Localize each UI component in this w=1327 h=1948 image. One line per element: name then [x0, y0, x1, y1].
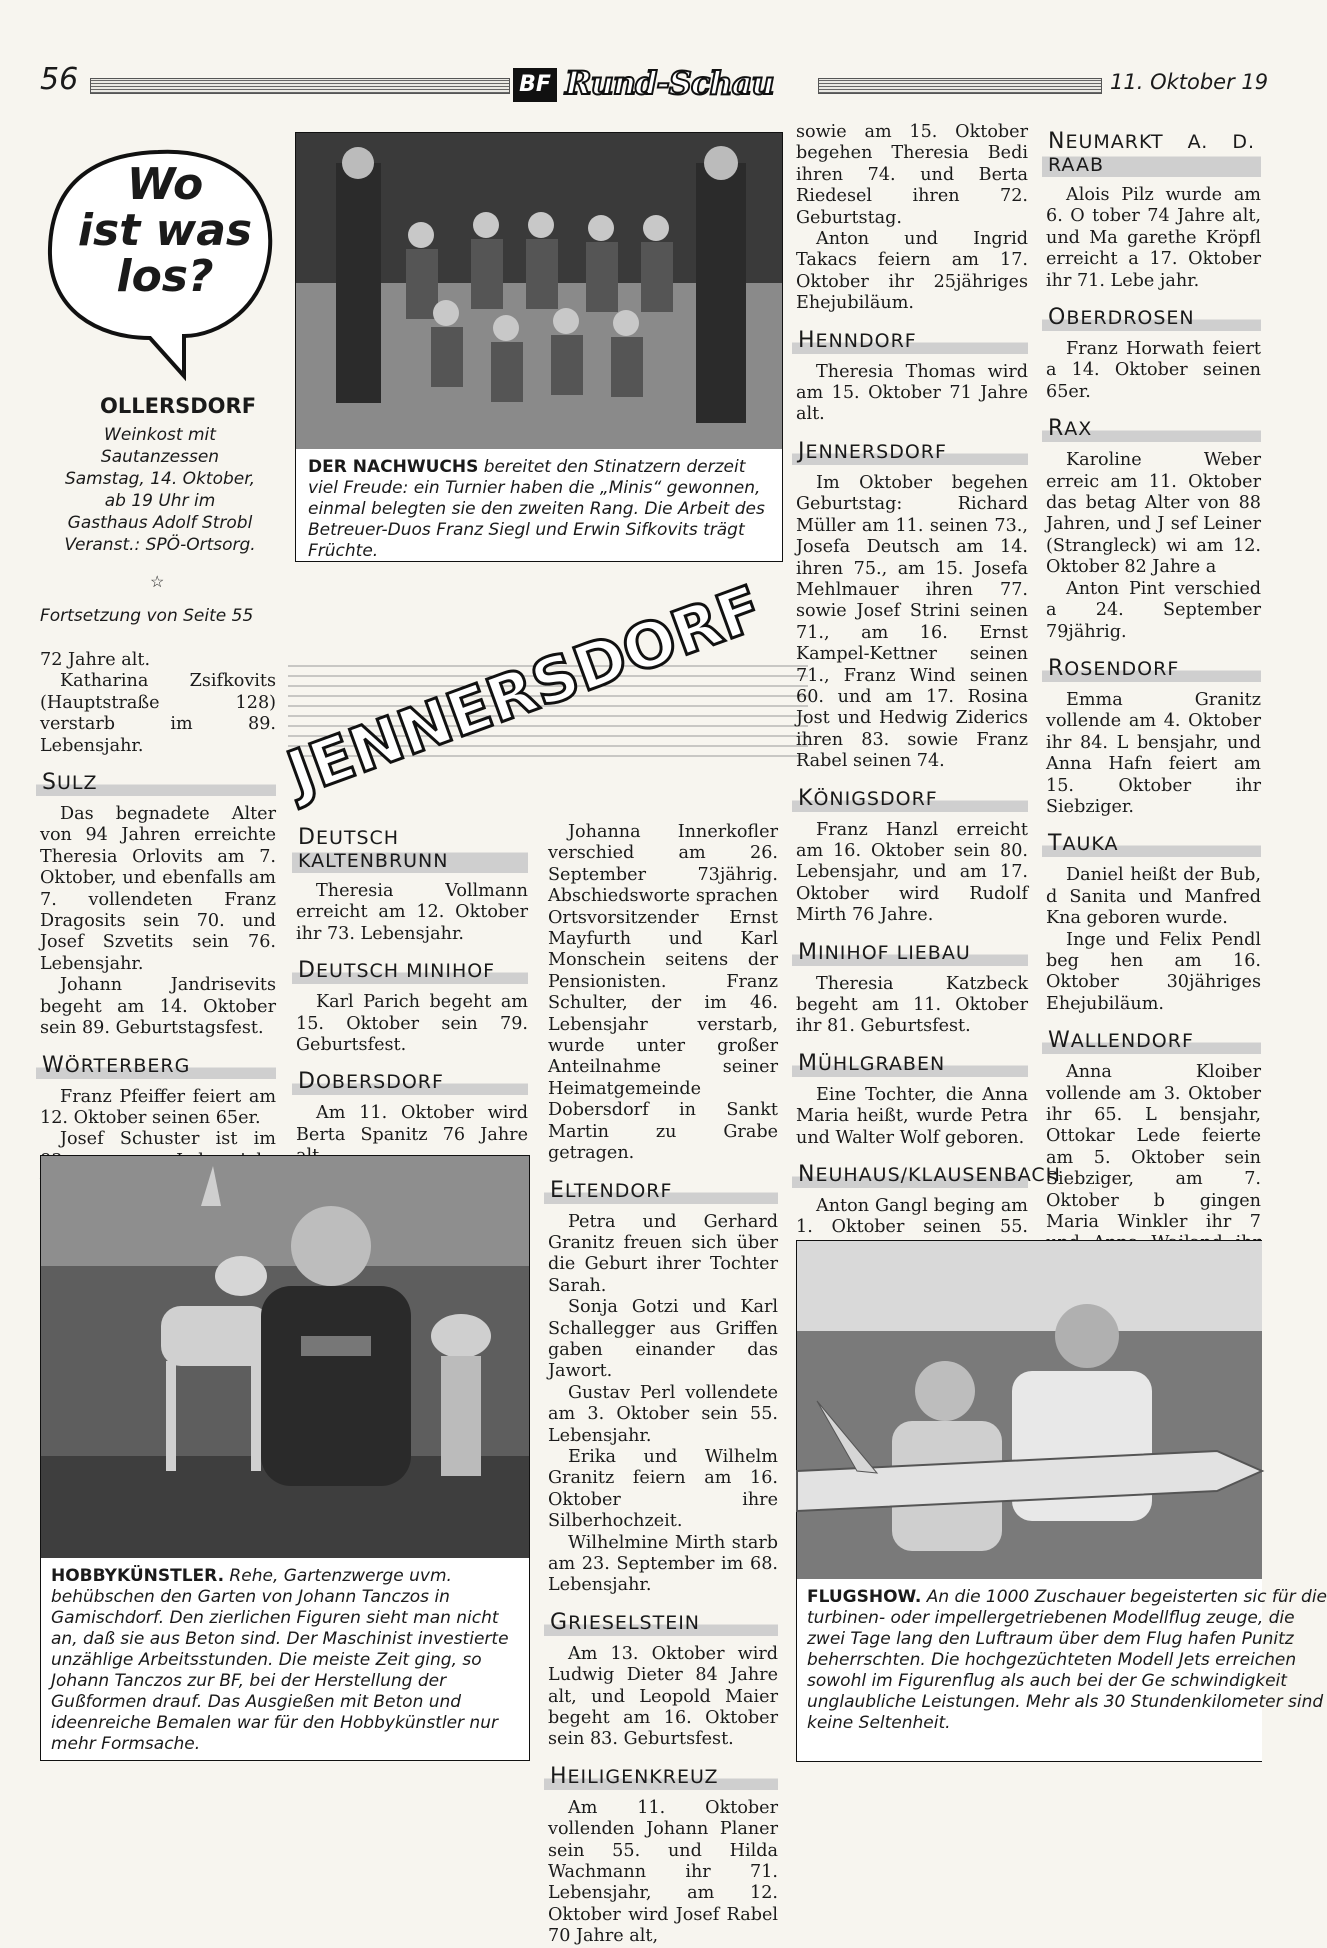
photo-flugshow [796, 1240, 1327, 1762]
caption-lead: DER NACHWUCHS [308, 457, 479, 477]
paragraph: Wilhelmine Mirth starb am 23. September im 68. Lebensjahr. [548, 1532, 778, 1596]
paragraph: Johanna Innerkofler verschied am 26. September 73jährig. Abschiedsworte sprachen Ortsvorsitzender Ernst Mayfurth und Karl Monschein seitens der Pensionisten. Franz Schulter, der im 46. Lebensjahr verstarb, wurde unter großer Anteilnahme seiner Heimatgemeinde Dobersdorf in Sankt Martin zu Grabe getragen. [548, 822, 778, 1164]
paragraph: Anton und Ingrid Takacs feiern am 17. Oktober ihr 25jähriges Ehejubiläum. [796, 229, 1028, 314]
paragraph: 72 Jahre alt. [40, 650, 151, 670]
paragraph: Eine Tochter, die Anna Maria heißt, wurde Petra und Walter Wolf geboren. [796, 1084, 1028, 1148]
paragraph: Am 11. Oktober vollenden Johann Planer sein 55. und Hilda Wachmann ihr 71. Lebensjahr, am 12. Oktober wird Josef Rabel 70 Jahre alt, [548, 1797, 778, 1947]
event-line: Weinkost mit [104, 425, 216, 445]
paragraph: Karl Parich begeht am 15. Oktober sein 79. Geburtsfest. [296, 992, 528, 1056]
event-line: Gasthaus Adolf Strobl [67, 513, 253, 533]
location-heading: KÖNIGSDORF [792, 783, 1028, 812]
paragraph: Daniel heißt der Bub, d Sanita und Manfred Kna geboren wurde. [1046, 865, 1261, 929]
event-line: Samstag, 14. Oktober, [64, 469, 256, 489]
paragraph: Theresia Thomas wird am 15. Oktober 71 Jahre alt. [796, 361, 1028, 425]
location-heading: HENNDORF [792, 325, 1028, 354]
location-heading: DEUTSCH MINIHOF [292, 955, 528, 984]
paragraph: Erika und Wilhelm Granitz feiern am 16. Oktober ihre Silberhochzeit. [548, 1446, 778, 1532]
paragraph: Im Oktober begehen Geburtstag: Richard Müller am 11. seinen 73., Josefa Deutsch am 14. ihren 75., am 15. Josefa Mehlmauer ihren 77. sowie Josef Strini seinen 71., am 16. Ernst Kampel-Kettner seinen 71., Franz Wind seinen 60. und am 17. Rosina Jost und Hedwig Ziderics ihren 83. sowie Franz Rabel seinen 74. [796, 472, 1028, 772]
paragraph: Gustav Perl vollendete am 3. Oktober sein 55. Lebensjahr. [548, 1382, 778, 1446]
location-heading: GRIESELSTEIN [544, 1607, 778, 1636]
location-heading: JENNERSDORF [792, 436, 1028, 465]
event-place: OLLERSDORF [100, 394, 257, 418]
location-heading: MÜHLGRABEN [792, 1048, 1028, 1077]
location-heading: DEUTSCH KALTENBRUNN [292, 822, 528, 873]
hobby-photo-image [41, 1156, 529, 1558]
column-5 [1046, 122, 1261, 1319]
caption-lead: HOBBYKÜNSTLER. [51, 1566, 225, 1586]
paragraph: Alois Pilz wurde am 6. O tober 74 Jahre alt, und Ma garethe Kröpfl erreicht a 17. Oktober ihr 71. Lebe jahr. [1046, 185, 1261, 291]
event-details [40, 424, 280, 556]
masthead-logo [513, 64, 813, 108]
paragraph: Sonja Gotzi und Karl Schallegger aus Griffen gaben einander das Jawort. [548, 1297, 778, 1382]
location-heading: ROSENDORF [1042, 653, 1261, 682]
location-heading: WALLENDORF [1042, 1025, 1261, 1054]
column-4 [796, 122, 1061, 1367]
location-heading: SULZ [36, 767, 276, 796]
paragraph: sowie am 15. Oktober begehen Theresia Bedi ihren 74. und Berta Riedesel ihren 72. Geburtstag. [796, 122, 1028, 228]
location-heading: DOBERSDORF [292, 1066, 528, 1095]
photo-caption [807, 1587, 1327, 1734]
bf-logo: BF [513, 68, 557, 102]
paragraph: Anton Pint verschied a 24. September 79jährig. [1046, 578, 1261, 642]
header-rule-left [90, 78, 510, 94]
location-heading: TAUKA [1042, 828, 1261, 857]
location-heading: HEILIGENKREUZ [544, 1761, 778, 1790]
team-photo-image [296, 133, 782, 449]
column-1 [40, 650, 276, 1194]
bubble-headline [70, 159, 260, 302]
banner-title: JENNERSDORF [278, 571, 772, 811]
paragraph: Anna Kloiber vollende am 3. Oktober ihr 65. L bensjahr, Ottokar Lede feierte am 5. Oktober sein Siebziger, am 7. Oktober b gingen Maria Winkler ihr 7 [1046, 1062, 1261, 1233]
photo-hobby-artist [40, 1155, 530, 1761]
paragraph: Am 11. Oktober wird Berta Spanitz 76 Jahre [296, 1103, 528, 1145]
paragraph: Am 13. Oktober wird Ludwig Dieter 84 Jahre alt, und Leopold Maier begeht am 16. Oktober sein 83. Geburtsfest. [548, 1643, 778, 1750]
paragraph: Franz Horwath feiert a 14. Oktober seinen 65er. [1046, 339, 1261, 402]
paragraph: Anton Gangl beging am 1. Oktober seinen 55. [796, 1196, 1028, 1238]
location-heading: NEUMARKT A. D. RAAB [1042, 126, 1261, 177]
caption-text: An die 1000 Zuschauer begeisterten sic für die turbinen- oder impellergetriebenen Modellflug zeuge, die zwei Tage lang den Luftraum über dem Flug hafen Punitz beherrschten. Die hochgezüchteten Modell Jets erreichen sowohl im Figurenflug als auch bei der Ge schwindigkeit unglaubliche Leistungen. Mehr als 30 Stundenkilometer sind keine Seltenheit. [807, 1587, 1327, 1733]
location-heading: NEUHAUS/KLAUSENBACH [792, 1159, 1028, 1188]
location-heading: RAX [1042, 413, 1261, 442]
flugshow-photo-image [797, 1241, 1262, 1579]
column-2 [296, 822, 528, 1168]
event-line: Sautanzessen [100, 447, 220, 467]
column-3 [548, 822, 778, 1948]
banner-graphic [278, 571, 808, 836]
location-heading: WÖRTERBERG [36, 1050, 276, 1079]
paragraph: Inge und Felix Pendl beg hen am 16. Oktober 30jähriges Ehejubiläum. [1046, 929, 1261, 1014]
photo-caption [308, 457, 770, 562]
photo-youth-team [295, 132, 783, 562]
bubble-line-2: ist was [77, 205, 253, 256]
paragraph: Theresia Vollmann erreicht am 12. Oktober ihr 73. Lebensjahr. [296, 881, 528, 944]
star-icon: ☆ [150, 572, 165, 591]
caption-lead: FLUGSHOW. [807, 1587, 922, 1607]
photo-caption [51, 1566, 517, 1755]
header-rule-right [818, 78, 1102, 94]
bubble-line-1: Wo [126, 159, 204, 210]
paragraph: Das begnadete Alter von 94 Jahren erreichte Theresia Orlovits am 7. Oktober, und ebenfalls am 7. vollendeten Franz Dragosits sein 70. und Josef Szvetits sein 76. Lebensjahr. [40, 804, 276, 974]
bubble-line-3: los? [116, 251, 214, 302]
paragraph: Theresia Katzbeck begeht am 11. Oktober ihr 81. Geburtsfest. [796, 973, 1028, 1037]
paragraph: Franz Hanzl erreicht am 16. Oktober sein 80. Lebensjahr, und am 17. Oktober wird Rudolf Mirth 76 Jahre. [796, 819, 1028, 926]
issue-date: 11. Oktober 19 [1110, 70, 1269, 94]
page-number: 56 [40, 62, 79, 97]
caption-text: Rehe, Gartenzwerge uvm. behübschen den Garten von Johann Tanczos in Gamischdorf. Den zierlichen Figuren sieht man nicht an, daß sie aus Beton sind. Der Maschinist investierte unzählige Arbeitsstunden. Die meiste Zeit ging, so Johann Tanczos zur BF, bei der Herstellung der Gußformen drauf. Das Ausgießen mit Beton und ideenreiche Bemalen war für den Hobbykünstler nur mehr Formsache. [51, 1566, 509, 1754]
location-heading: OBERDROSEN [1042, 302, 1261, 331]
location-heading: ELTENDORF [544, 1175, 778, 1204]
paragraph: Karoline Weber erreic am 11. Oktober das betag Alter von 88 Jahren, und J sef Leiner (Strangleck) wi am 12. Oktober 82 Jahre a [1046, 450, 1261, 578]
paragraph: Petra und Gerhard Granitz freuen sich über die Geburt ihrer Tochter Sarah. [548, 1211, 778, 1296]
continuation-note: Fortsetzung von Seite 55 [40, 606, 254, 626]
rundschau-logo-text: Rund-Schau [565, 64, 774, 102]
event-line: ab 19 Uhr im [104, 491, 216, 511]
paragraph: Franz Pfeiffer feiert am 12. Oktober seinen 65er. [40, 1086, 276, 1128]
location-heading: MINIHOF LIEBAU [792, 937, 1028, 966]
caption-text: bereitet den Stinatzern derzeit viel Freude: ein Turnier haben die „Minis“ gewonnen, einmal belegten sie den zweiten Rang. Die Arbeit des Betreuer-Duos Franz Siegl und Erwin Sifkovits trägt Früchte. [308, 457, 765, 561]
paragraph: Katharina Zsifkovits (Hauptstraße 128) verstarb im 89. Lebensjahr. [40, 671, 276, 756]
section-banner [278, 571, 808, 836]
paragraph: Josef Schuster ist im [60, 1129, 276, 1150]
paragraph: Emma Granitz vollende am 4. Oktober ihr 84. L bensjahr, und Anna Hafn feiert am 15. Oktober ihr Siebziger. [1046, 689, 1261, 817]
paragraph: Johann Jandrisevits begeht am 14. Oktober sein 89. Geburtstagsfest. [40, 975, 276, 1039]
event-line: Veranst.: SPÖ-Ortsorg. [64, 535, 256, 555]
